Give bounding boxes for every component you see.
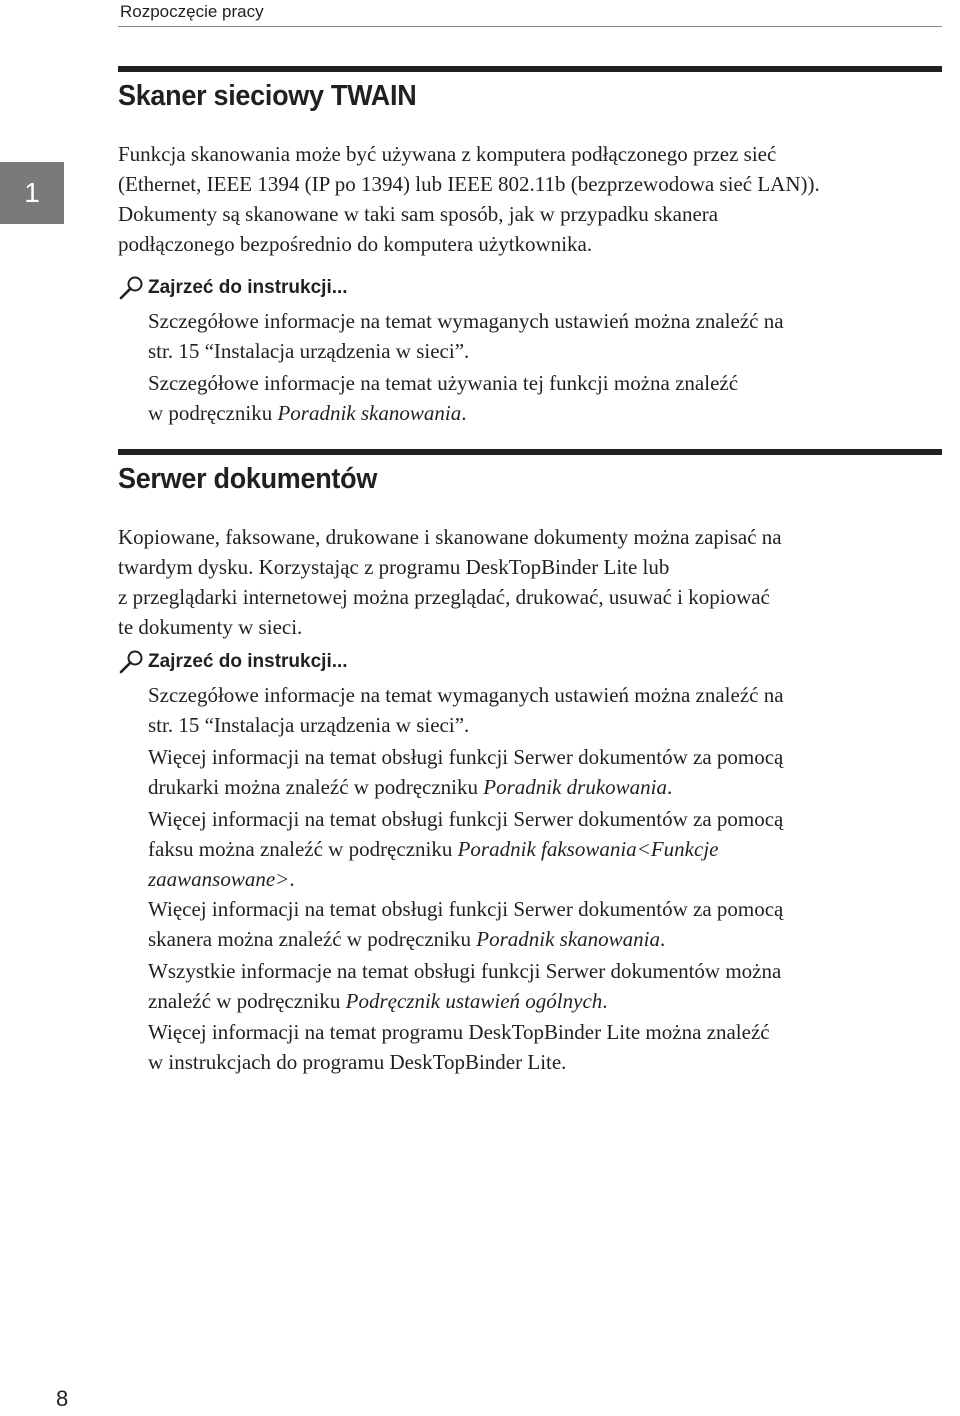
manual-title: Poradnik skanowania: [476, 927, 660, 951]
reference-line: w instrukcjach do programu DeskTopBinder Lite.: [148, 1050, 567, 1074]
reference-line: Szczegółowe informacje na temat używania tej funkcji można znaleźć: [148, 371, 739, 395]
manual-title: zaawansowane>: [148, 867, 290, 891]
section-body: [118, 139, 948, 259]
body-line: Funkcja skanowania może być używana z komputera podłączonego przez sieć: [118, 142, 777, 166]
reference-line: w podręczniku Poradnik skanowania.: [148, 401, 467, 425]
body-line: podłączonego bezpośrednio do komputera użytkownika.: [118, 232, 593, 256]
reference-line: str. 15 “Instalacja urządzenia w sieci”.: [148, 339, 470, 363]
section-title: Serwer dokumentów: [118, 463, 378, 495]
reference-item: [148, 1017, 948, 1077]
magnifier-icon: [118, 649, 146, 675]
body-line: twardym dysku. Korzystając z programu DeskTopBinder Lite lub: [118, 555, 670, 579]
running-header: Rozpoczęcie pracy: [120, 2, 264, 21]
reference-line: Więcej informacji na temat obsługi funkcji Serwer dokumentów za pomocą: [148, 897, 784, 921]
manual-title: Poradnik drukowania: [483, 775, 668, 799]
section-rule: [118, 66, 942, 72]
reference-line: str. 15 “Instalacja urządzenia w sieci”.: [148, 713, 470, 737]
reference-line: zaawansowane>.: [148, 867, 295, 891]
section-title: Skaner sieciowy TWAIN: [118, 80, 417, 112]
body-line: (Ethernet, IEEE 1394 (IP po 1394) lub IEEE 802.11b (bezprzewodowa sieć LAN)).: [118, 172, 820, 196]
body-line: Dokumenty są skanowane w taki sam sposób, jak w przypadku skanera: [118, 202, 719, 226]
reference-line: skanera można znaleźć w podręczniku Poradnik skanowania.: [148, 927, 666, 951]
reference-item: [148, 680, 948, 740]
reference-line: Więcej informacji na temat obsługi funkcji Serwer dokumentów za pomocą: [148, 745, 784, 769]
chapter-tab: 1: [0, 162, 64, 224]
reference-item: [148, 742, 948, 802]
header-rule: [118, 26, 942, 27]
reference-line: faksu można znaleźć w podręczniku Poradnik faksowania<Funkcje: [148, 837, 719, 861]
manual-title: Poradnik skanowania: [277, 401, 462, 425]
reference-line: Więcej informacji na temat programu DeskTopBinder Lite można znaleźć: [148, 1020, 770, 1044]
reference-item: [148, 894, 948, 954]
reference-heading: [118, 275, 348, 301]
body-line: z przeglądarki internetowej można przeglądać, drukować, usuwać i kopiować: [118, 585, 770, 609]
manual-title: Poradnik faksowania<Funkcje: [457, 837, 719, 861]
reference-line: Szczegółowe informacje na temat wymaganych ustawień można znaleźć na: [148, 683, 784, 707]
reference-item: [148, 306, 948, 366]
magnifier-icon: [118, 275, 146, 301]
reference-heading: [118, 649, 348, 675]
reference-line: znaleźć w podręczniku Podręcznik ustawień ogólnych.: [148, 989, 608, 1013]
reference-heading-label: Zajrzeć do instrukcji...: [148, 277, 348, 298]
reference-line: Wszystkie informacje na temat obsługi funkcji Serwer dokumentów można: [148, 959, 782, 983]
reference-item: [148, 956, 948, 1016]
reference-line: Szczegółowe informacje na temat wymaganych ustawień można znaleźć na: [148, 309, 784, 333]
body-line: Kopiowane, faksowane, drukowane i skanowane dokumenty można zapisać na: [118, 525, 782, 549]
page-number: 8: [56, 1386, 69, 1411]
manual-title: Podręcznik ustawień ogólnych: [345, 989, 603, 1013]
reference-heading-label: Zajrzeć do instrukcji...: [148, 651, 348, 672]
reference-line: drukarki można znaleźć w podręczniku Poradnik drukowania.: [148, 775, 673, 799]
reference-item: [148, 368, 948, 428]
reference-line: Więcej informacji na temat obsługi funkcji Serwer dokumentów za pomocą: [148, 807, 784, 831]
section-body: [118, 522, 948, 642]
body-line: te dokumenty w sieci.: [118, 615, 303, 639]
section-rule: [118, 449, 942, 455]
reference-item: [148, 804, 948, 894]
